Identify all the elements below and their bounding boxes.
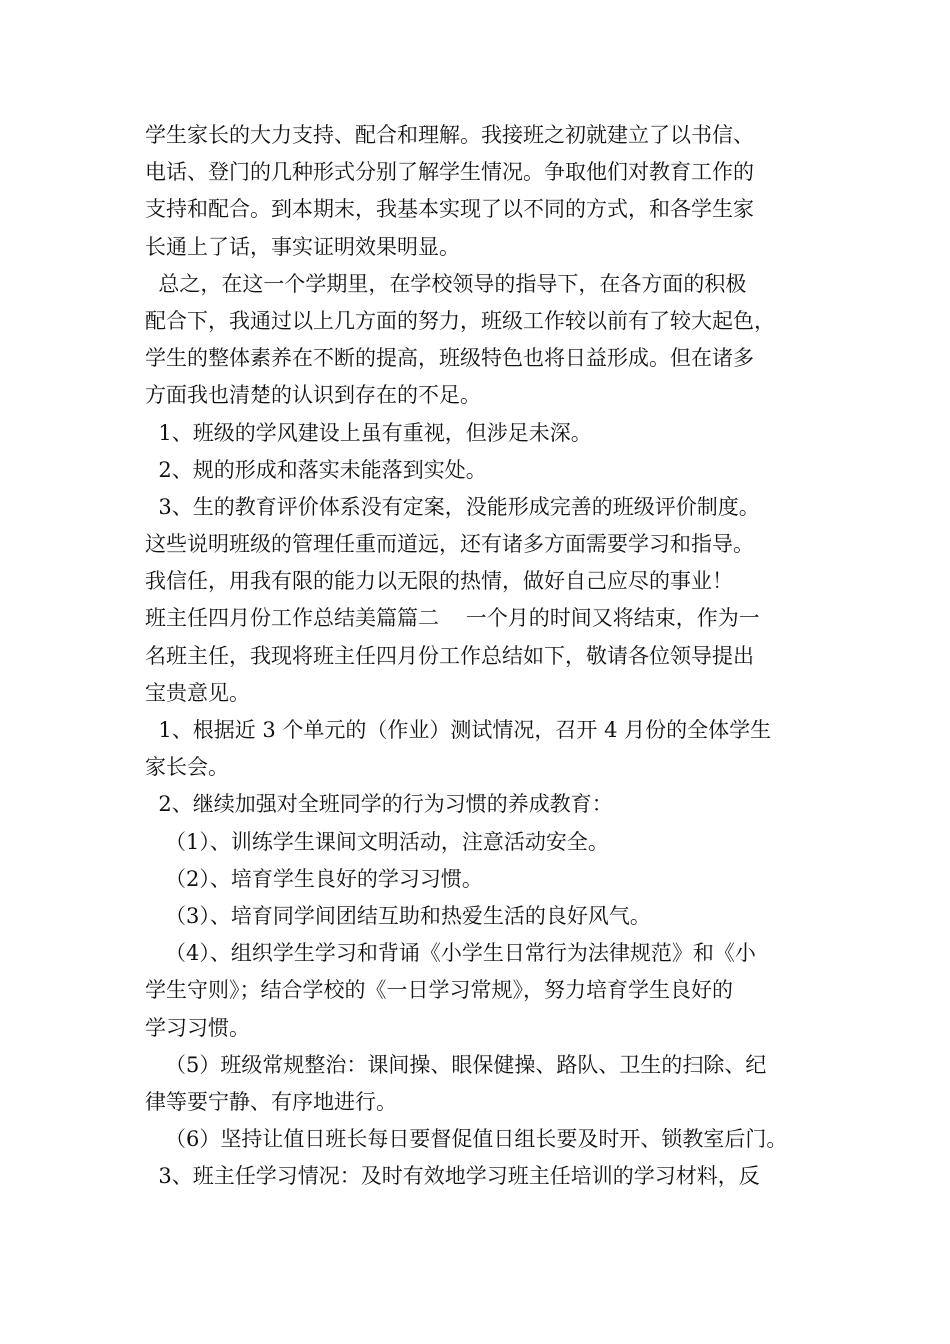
list-item: 1、班级的学风建设上虽有重视，但涉足未深。	[145, 420, 592, 445]
text-line: 这些说明班级的管理任重而道远，还有诸多方面需要学习和指导。	[145, 532, 754, 557]
list-item: 3、生的教育评价体系没有定案，没能形成完善的班级评价制度。	[145, 494, 760, 519]
text-line: 家长会。	[145, 755, 229, 780]
text-line: 学生家长的大力支持、配合和理解。我接班之初就建立了以书信、	[145, 123, 754, 147]
text-line: 律等要宁静、有序地进行。	[145, 1089, 397, 1114]
text-line: 名班主任，我现将班主任四月份工作总结如下，敬请各位领导提出	[145, 643, 754, 668]
list-item: 3、班主任学习情况：及时有效地学习班主任培训的学习材料，反	[145, 1164, 760, 1189]
sub-list-item: （4）、组织学生学习和背诵《小学生日常行为法律规范》和《小	[145, 941, 756, 966]
sub-list-item: （2）、培育学生良好的学习习惯。	[145, 866, 483, 891]
text-line: 长通上了话，事实证明效果明显。	[145, 234, 460, 259]
text-line: 学生守则》；结合学校的《一日学习常规》，努力培育学生良好的	[145, 978, 733, 1003]
text-line: 学习习惯。	[145, 1015, 250, 1040]
text-line: 总之，在这一个学期里，在学校领导的指导下，在各方面的积极	[145, 271, 747, 296]
sub-list-item: （3）、培育同学间团结互助和热爱生活的良好风气。	[145, 903, 651, 928]
list-item: 2、规的形成和落实未能落到实处。	[145, 457, 487, 482]
text-line: 我信任，用我有限的能力以无限的热情，做好自己应尽的事业！	[145, 569, 733, 594]
sub-list-item: （6）坚持让值日班长每日要督促值日组长要及时开、锁教室后门。	[145, 1127, 788, 1152]
text-line: 支持和配合。到本期末，我基本实现了以不同的方式，和各学生家	[145, 197, 754, 222]
document-body	[145, 117, 810, 1195]
text-line: 电话、登门的几种形式分别了解学生情况。争取他们对教育工作的	[145, 160, 754, 185]
sub-list-item: （5）班级常规整治：课间操、眼保健操、路队、卫生的扫除、纪	[145, 1052, 767, 1077]
text-line: 宝贵意见。	[145, 680, 250, 705]
text-line: 方面我也清楚的认识到存在的不足。	[145, 383, 481, 408]
text-line: 配合下，我通过以上几方面的努力，班级工作较以前有了较大起色，	[145, 308, 775, 333]
list-item: 2、继续加强对全班同学的行为习惯的养成教育：	[145, 792, 613, 817]
text-line: 学生的整体素养在不断的提高，班级特色也将日益形成。但在诸多	[145, 346, 754, 371]
sub-list-item: （1）、训练学生课间文明活动，注意活动安全。	[145, 829, 609, 854]
list-item: 1、根据近 3 个单元的（作业）测试情况，召开 4 月份的全体学生	[145, 718, 772, 742]
section-heading-line: 班主任四月份工作总结美篇篇二 一个月的时间又将结束，作为一	[145, 606, 760, 631]
